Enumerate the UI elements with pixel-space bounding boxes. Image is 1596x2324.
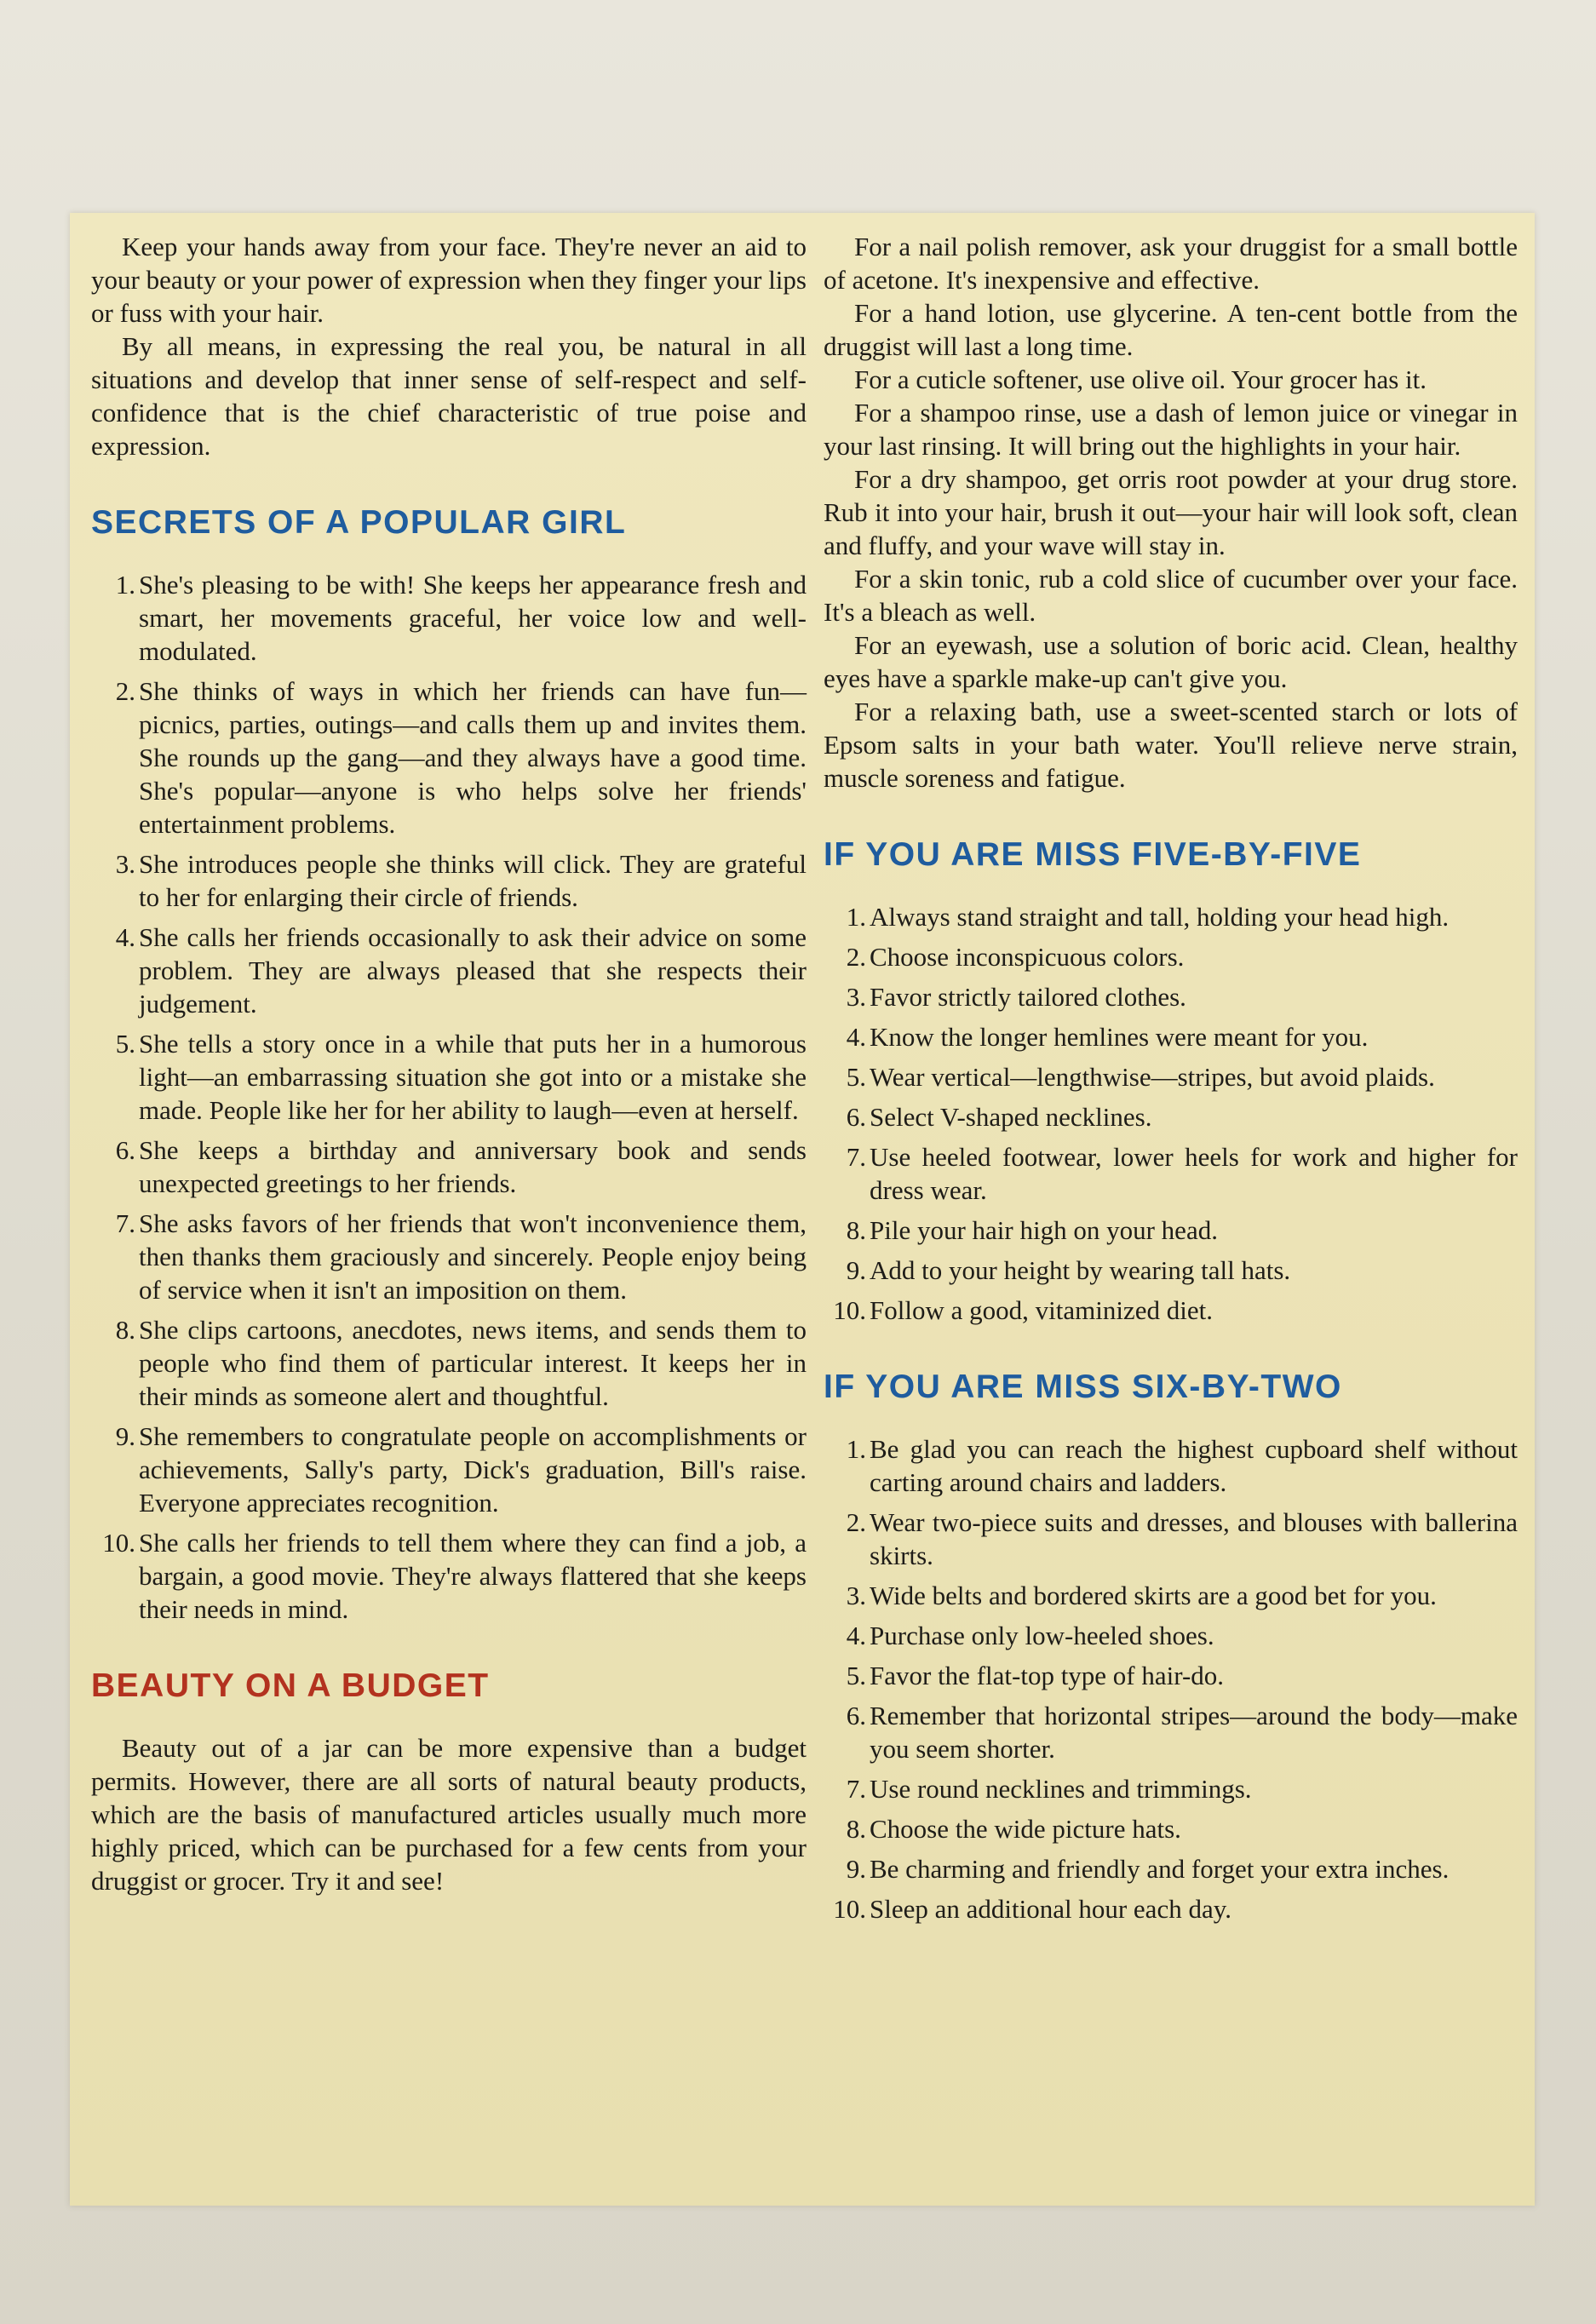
item-text: She clips cartoons, anecdotes, news items, and sends them to people who find them of particular interest. It keeps her in their minds as someone alert and thoughtful. (139, 1315, 807, 1411)
item-text: She's pleasing to be with! She keeps her appearance fresh and smart, her movements graceful, her voice low and well-modulated. (139, 570, 807, 666)
tip-paragraph: For a hand lotion, use glycerine. A ten-cent bottle from the druggist will last a long time. (824, 298, 1518, 361)
item-text: Always stand straight and tall, holding your head high. (870, 902, 1450, 932)
item-text: Pile your hair high on your head. (870, 1215, 1218, 1245)
item-number: 10. (833, 1894, 866, 1924)
item-text: Select V-shaped necklines. (870, 1102, 1152, 1132)
list-item (824, 1812, 1518, 1845)
list-item (824, 1294, 1518, 1327)
left-column (91, 230, 807, 1897)
item-text: Be glad you can reach the highest cupboard shelf without carting around chairs and ladders. (870, 1434, 1518, 1497)
list-item (824, 1506, 1518, 1572)
item-number: 3. (846, 1581, 866, 1610)
item-number: 8. (115, 1315, 135, 1345)
item-number: 5. (846, 1062, 866, 1092)
list-item (91, 674, 807, 841)
intro-paragraph: By all means, in expressing the real you, be natural in all situations and develop that inner sense of self-respect and self-confidence that is the chief characteristic of true poise and expression. (91, 331, 807, 461)
list-item (91, 1313, 807, 1413)
item-text: Know the longer hemlines were meant for you. (870, 1022, 1369, 1052)
list-item (824, 1432, 1518, 1499)
item-text: She keeps a birthday and anniversary book and sends unexpected greetings to her friends. (139, 1135, 807, 1198)
list-item (824, 940, 1518, 973)
item-text: She thinks of ways in which her friends can have fun—picnics, parties, outings—and calls them up and invites them. She rounds up the gang—and they always have a good time. She's popular—anyone is who helps solve her friends' entertainment problems. (139, 676, 807, 839)
list-item (91, 1420, 807, 1519)
intro-paragraph: Keep your hands away from your face. They're never an aid to your beauty or your power of expression when they finger your lips or fuss with your hair. (91, 232, 807, 328)
item-text: Wear two-piece suits and dresses, and blouses with ballerina skirts. (870, 1507, 1518, 1570)
item-number: 5. (846, 1661, 866, 1690)
item-number: 10. (102, 1528, 135, 1558)
item-text: Remember that horizontal stripes—around the body—make you seem shorter. (870, 1701, 1518, 1764)
item-number: 4. (846, 1621, 866, 1650)
item-number: 8. (846, 1215, 866, 1245)
item-number: 9. (846, 1255, 866, 1285)
item-text: Wear vertical—lengthwise—stripes, but avoid plaids. (870, 1062, 1435, 1092)
tip-paragraph: For a shampoo rinse, use a dash of lemon juice or vinegar in your last rinsing. It will bring out the highlights in your hair. (824, 398, 1518, 461)
item-number: 9. (115, 1421, 135, 1451)
list-item (824, 1020, 1518, 1053)
item-number: 9. (846, 1854, 866, 1884)
list-item (824, 1772, 1518, 1805)
item-text: Follow a good, vitaminized diet. (870, 1295, 1213, 1325)
item-number: 2. (846, 942, 866, 972)
item-text: Be charming and friendly and forget your extra inches. (870, 1854, 1450, 1884)
item-number: 5. (115, 1029, 135, 1059)
list-item (824, 1659, 1518, 1692)
item-number: 1. (115, 570, 135, 600)
six-by-two-heading: IF YOU ARE MISS SIX-BY-TWO (824, 1369, 1342, 1405)
item-text: She introduces people she thinks will click. They are grateful to her for enlarging their circle of friends. (139, 849, 807, 912)
list-item (824, 980, 1518, 1013)
list-item (91, 1133, 807, 1200)
item-number: 4. (846, 1022, 866, 1052)
item-text: She calls her friends to tell them where they can find a job, a bargain, a good movie. They're always flattered that she keeps their needs in mind. (139, 1528, 807, 1624)
list-item (824, 1140, 1518, 1207)
item-number: 6. (846, 1102, 866, 1132)
item-number: 7. (846, 1142, 866, 1172)
list-item (824, 1060, 1518, 1093)
item-text: Sleep an additional hour each day. (870, 1894, 1231, 1924)
item-text: She remembers to congratulate people on accomplishments or achievements, Sally's party, Dick's graduation, Bill's raise. Everyone appreciates recognition. (139, 1421, 807, 1518)
item-text: Purchase only low-heeled shoes. (870, 1621, 1214, 1650)
item-text: Choose inconspicuous colors. (870, 942, 1185, 972)
five-by-five-list (824, 900, 1518, 1327)
item-text: Choose the wide picture hats. (870, 1814, 1181, 1844)
list-item (91, 1526, 807, 1626)
tip-paragraph: For a cuticle softener, use olive oil. Your grocer has it. (854, 364, 1427, 394)
budget-paragraph: Beauty out of a jar can be more expensive than a budget permits. However, there are all sorts of natural beauty products, which are the basis of manufactured articles usually much more highly priced, which can be purchased for a few cents from your druggist or grocer. Try it and see! (91, 1733, 807, 1896)
item-text: Wide belts and bordered skirts are a good bet for you. (870, 1581, 1437, 1610)
tip-paragraph: For a nail polish remover, ask your druggist for a small bottle of acetone. It's inexpensive and effective. (824, 232, 1518, 295)
right-column (824, 230, 1518, 1932)
tip-paragraph: For a relaxing bath, use a sweet-scented starch or lots of Epsom salts in your bath water. You'll relieve nerve strain, muscle soreness and fatigue. (824, 697, 1518, 793)
six-by-two-list (824, 1432, 1518, 1925)
list-item (91, 1207, 807, 1306)
item-number: 3. (846, 982, 866, 1012)
item-number: 10. (833, 1295, 866, 1325)
item-text: She asks favors of her friends that won't inconvenience them, then thanks them graciously and sincerely. People enjoy being of service when it isn't an imposition on them. (139, 1208, 807, 1305)
five-by-five-heading: IF YOU ARE MISS FIVE-BY-FIVE (824, 836, 1362, 873)
list-item (824, 1100, 1518, 1133)
budget-heading: BEAUTY ON A BUDGET (91, 1667, 490, 1704)
tip-paragraph: For a skin tonic, rub a cold slice of cucumber over your face. It's a bleach as well. (824, 564, 1518, 627)
list-item (91, 847, 807, 914)
list-item (824, 900, 1518, 933)
item-text: Use round necklines and trimmings. (870, 1774, 1252, 1804)
article-panel (70, 213, 1535, 2206)
secrets-list (91, 568, 807, 1626)
item-text: Favor strictly tailored clothes. (870, 982, 1186, 1012)
tip-paragraph: For a dry shampoo, get orris root powder at your drug store. Rub it into your hair, brush it out—your hair will look soft, clean and fluffy, and your wave will stay in. (824, 464, 1518, 560)
item-number: 1. (846, 1434, 866, 1464)
item-number: 3. (115, 849, 135, 879)
list-item (91, 568, 807, 668)
item-number: 6. (115, 1135, 135, 1165)
list-item (824, 1892, 1518, 1925)
list-item (824, 1254, 1518, 1287)
list-item (824, 1619, 1518, 1652)
list-item (824, 1852, 1518, 1885)
list-item (91, 1027, 807, 1127)
item-number: 2. (846, 1507, 866, 1537)
item-text: She tells a story once in a while that puts her in a humorous light—an embarrassing situation she got into or a mistake she made. People like her for her ability to laugh—even at herself. (139, 1029, 807, 1125)
item-number: 7. (846, 1774, 866, 1804)
list-item (91, 921, 807, 1020)
item-number: 2. (115, 676, 135, 706)
list-item (824, 1699, 1518, 1765)
item-number: 4. (115, 922, 135, 952)
item-number: 7. (115, 1208, 135, 1238)
item-number: 1. (846, 902, 866, 932)
secrets-heading: SECRETS OF A POPULAR GIRL (91, 504, 627, 541)
item-number: 6. (846, 1701, 866, 1730)
item-text: She calls her friends occasionally to ask their advice on some problem. They are always pleased that she respects their judgement. (139, 922, 807, 1019)
item-text: Add to your height by wearing tall hats. (870, 1255, 1291, 1285)
item-text: Favor the flat-top type of hair-do. (870, 1661, 1225, 1690)
list-item (824, 1214, 1518, 1247)
tip-paragraph: For an eyewash, use a solution of boric acid. Clean, healthy eyes have a sparkle make-up can't give you. (824, 630, 1518, 693)
item-text: Use heeled footwear, lower heels for work and higher for dress wear. (870, 1142, 1518, 1205)
item-number: 8. (846, 1814, 866, 1844)
list-item (824, 1579, 1518, 1612)
